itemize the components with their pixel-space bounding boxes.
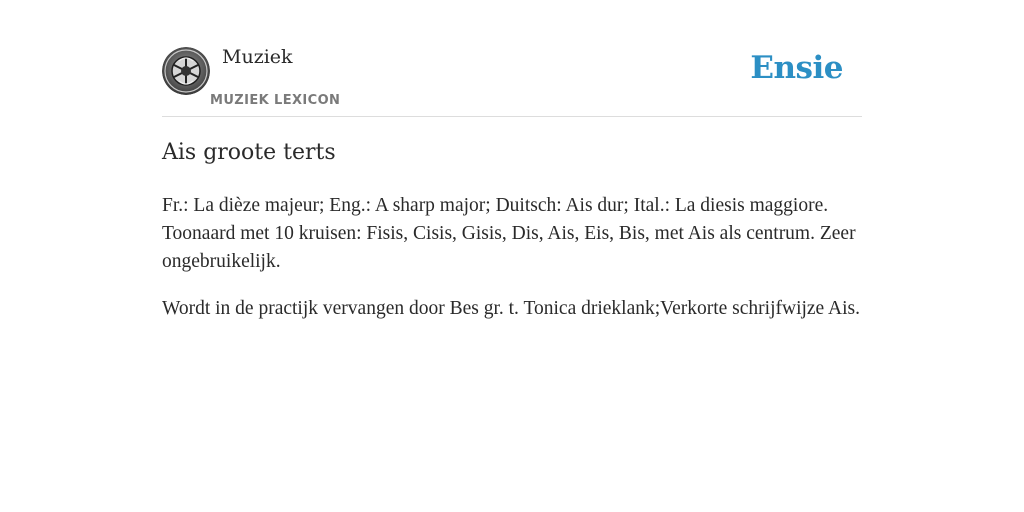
source-name[interactable]: Muziek <box>222 46 293 68</box>
article-body <box>162 192 862 342</box>
article-paragraph: Wordt in de practijk vervangen door Bes gr. t. Tonica drieklank;Verkorte schrijfwijze Ais. <box>162 298 860 319</box>
music-emblem-icon <box>162 47 210 95</box>
page-container <box>162 0 862 319</box>
page-header <box>162 0 862 117</box>
source-avatar[interactable] <box>162 47 210 95</box>
article-paragraph: Fr.: La dièze majeur; Eng.: A sharp major; Duitsch: Ais dur; Ital.: La diesis maggiore. Toonaard met 10 kruisen: Fisis, Cisis, Gisis, Dis, Ais, Eis, Bis, met Ais als centrum. Zeer ongebruikelijk. <box>162 195 856 272</box>
brand-logo-link[interactable]: Ensie <box>750 50 843 86</box>
source-subtitle: MUZIEK LEXICON <box>210 93 341 108</box>
page-title: Ais groote terts <box>162 140 336 165</box>
